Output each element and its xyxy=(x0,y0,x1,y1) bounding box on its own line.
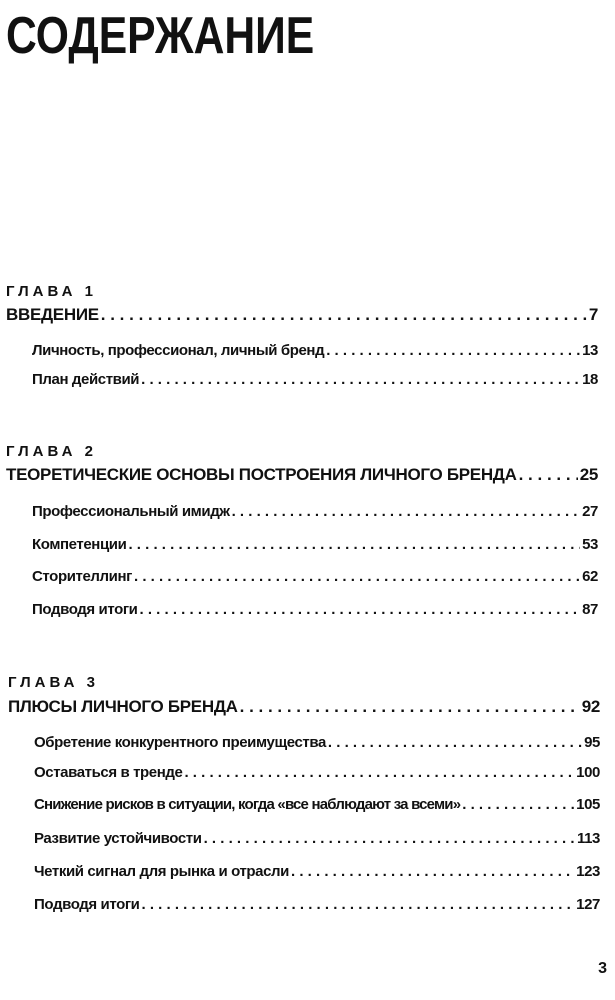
dot-leader xyxy=(101,305,587,325)
dot-leader xyxy=(142,896,575,913)
toc-entry-title: Личность, профессионал, личный бренд xyxy=(32,342,325,359)
toc-entry-page: 123 xyxy=(576,863,600,880)
toc-entry-title: Снижение рисков в ситуации, когда «все наблюдают за всеми» xyxy=(34,796,461,813)
toc-entry-title: Профессиональный имидж xyxy=(32,503,230,520)
dot-leader xyxy=(240,697,580,717)
toc-entry[interactable] xyxy=(34,764,600,786)
toc-entry[interactable] xyxy=(34,896,600,918)
dot-leader xyxy=(140,601,581,618)
toc-entry-chapter[interactable] xyxy=(6,305,598,331)
toc-entry-title: Развитие устойчивости xyxy=(34,830,202,847)
toc-entry[interactable] xyxy=(34,734,600,756)
toc-entry-page: 25 xyxy=(579,465,598,484)
toc-entry-title: Обретение конкурентного преимущества xyxy=(34,734,326,751)
toc-entry[interactable] xyxy=(32,371,598,393)
toc-entry-page: 100 xyxy=(576,764,600,781)
toc-entry-page: 18 xyxy=(582,371,598,388)
dot-leader xyxy=(291,863,574,880)
dot-leader xyxy=(134,568,580,585)
toc-entry-title: Сторителлинг xyxy=(32,568,133,585)
toc-entry-page: 113 xyxy=(577,830,600,847)
dot-leader xyxy=(204,830,575,847)
toc-entry[interactable] xyxy=(32,503,598,525)
toc-entry[interactable] xyxy=(32,568,598,590)
dot-leader xyxy=(128,536,580,553)
toc-entry-page: 27 xyxy=(582,503,598,520)
toc-entry-title: ПЛЮСЫ ЛИЧНОГО БРЕНДА xyxy=(8,697,238,716)
toc-entry-page: 7 xyxy=(588,305,598,324)
toc-entry-page: 95 xyxy=(584,734,600,751)
dot-leader xyxy=(141,371,580,388)
dot-leader xyxy=(519,465,578,485)
toc-entry[interactable] xyxy=(32,342,598,364)
toc-entry-title: План действий xyxy=(32,371,140,388)
chapter-label: ГЛАВА 2 xyxy=(6,443,97,460)
toc-entry[interactable] xyxy=(32,601,598,623)
toc-entry[interactable] xyxy=(34,863,600,885)
toc-entry-page: 13 xyxy=(582,342,598,359)
toc-entry[interactable] xyxy=(32,536,598,558)
dot-leader xyxy=(328,734,582,751)
chapter-label: ГЛАВА 3 xyxy=(8,674,99,691)
dot-leader xyxy=(184,764,574,781)
dot-leader xyxy=(232,503,581,520)
toc-entry[interactable] xyxy=(34,830,600,852)
page-title: СОДЕРЖАНИЕ xyxy=(6,7,315,65)
toc-entry-page: 53 xyxy=(582,536,598,553)
toc-entry-page: 127 xyxy=(576,896,600,913)
toc-entry-title: Оставаться в тренде xyxy=(34,764,183,781)
toc-entry-page: 62 xyxy=(582,568,598,585)
dot-leader xyxy=(462,796,574,813)
toc-entry-title: Подводя итоги xyxy=(34,896,140,913)
toc-entry-title: ВВЕДЕНИЕ xyxy=(6,305,99,324)
toc-entry-title: Четкий сигнал для рынка и отрасли xyxy=(34,863,289,880)
toc-entry-page: 87 xyxy=(582,601,598,618)
toc-entry-chapter[interactable] xyxy=(6,465,598,491)
toc-entry[interactable] xyxy=(34,796,600,818)
toc-entry-page: 92 xyxy=(581,697,600,716)
toc-entry-title: ТЕОРЕТИЧЕСКИЕ ОСНОВЫ ПОСТРОЕНИЯ ЛИЧНОГО БРЕНДА xyxy=(6,465,517,484)
toc-entry-title: Компетенции xyxy=(32,536,127,553)
toc-entry-chapter[interactable] xyxy=(8,697,600,723)
toc-entry-page: 105 xyxy=(576,796,600,813)
page-number: 3 xyxy=(598,960,607,977)
toc-entry-title: Подводя итоги xyxy=(32,601,138,618)
chapter-label: ГЛАВА 1 xyxy=(6,283,97,300)
dot-leader xyxy=(326,342,580,359)
